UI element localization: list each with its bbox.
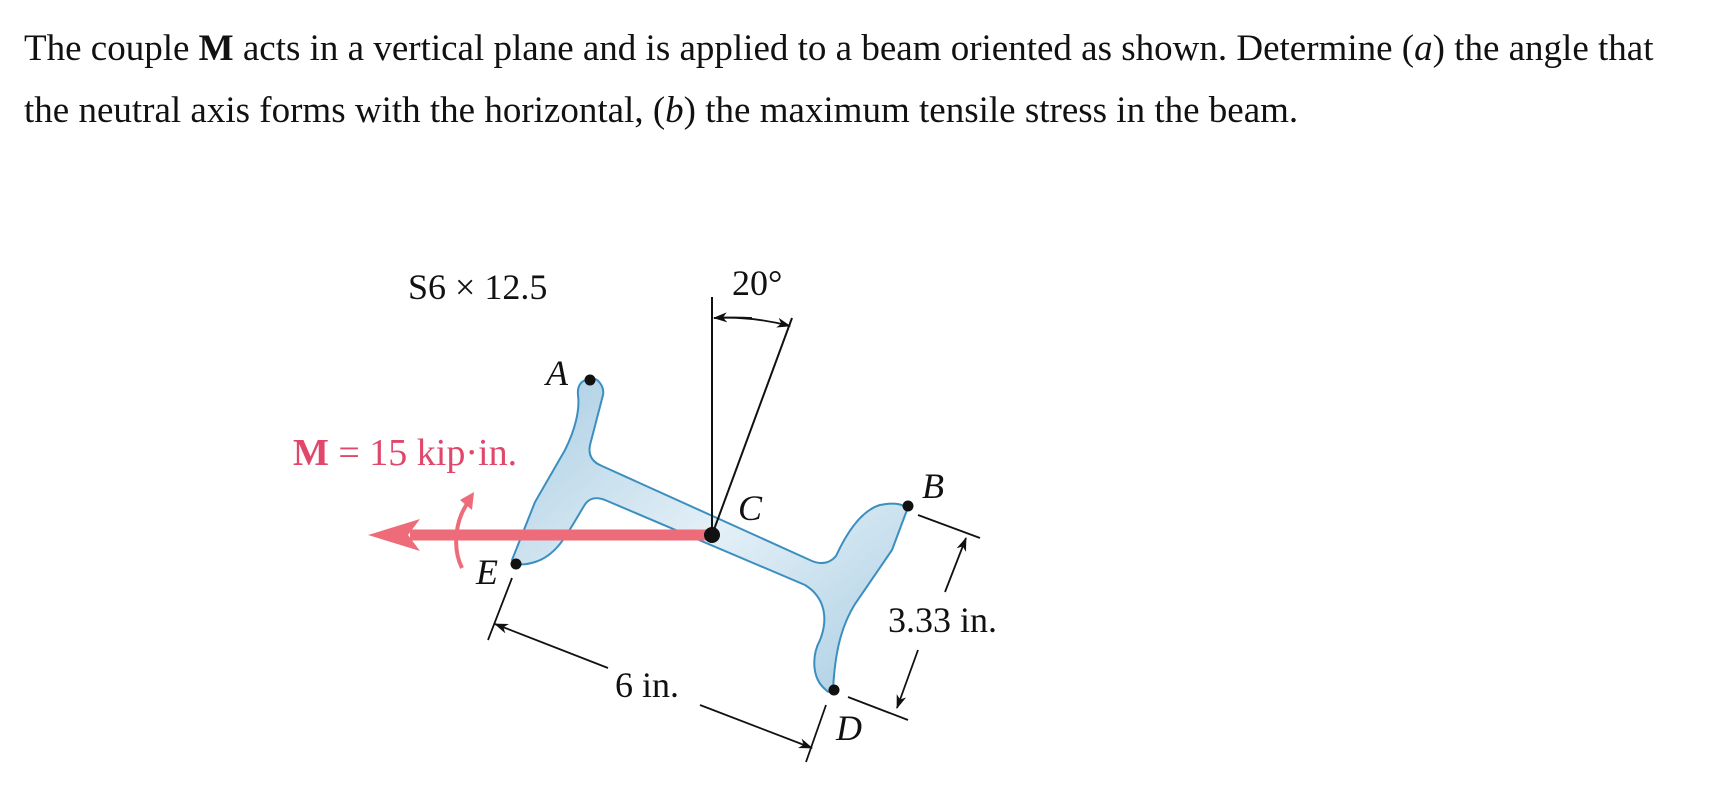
point-a-label: A bbox=[546, 353, 568, 393]
part-a-label: a bbox=[1414, 28, 1433, 69]
dim-6in-line-left bbox=[495, 624, 608, 668]
point-a-dot bbox=[585, 375, 596, 386]
problem-text-4: ) the maximum tensile stress in the beam. bbox=[683, 90, 1299, 131]
point-c-dot bbox=[704, 527, 720, 543]
problem-text-3: ) the angle that the neutral axis forms with the horizontal, ( bbox=[24, 28, 1654, 131]
dim-6in-line-right bbox=[700, 705, 812, 748]
angle-arc-start bbox=[714, 318, 752, 319]
moment-label-symbol: M bbox=[293, 432, 329, 474]
point-e-label: E bbox=[476, 552, 498, 592]
section-label: S6 × 12.5 bbox=[408, 267, 548, 307]
width-dimension-label: 6 in. bbox=[615, 665, 680, 705]
angle-arc bbox=[714, 318, 790, 326]
point-c-label: C bbox=[738, 488, 763, 528]
point-d-dot bbox=[829, 685, 840, 696]
dim-333-line-bottom bbox=[897, 650, 918, 708]
moment-label-value: = 15 kip·in. bbox=[328, 432, 518, 474]
moment-label bbox=[293, 432, 517, 474]
point-b-label: B bbox=[922, 466, 944, 506]
flange-dimension-label: 3.33 in. bbox=[888, 600, 998, 640]
point-d-label: D bbox=[836, 708, 862, 748]
part-b-label: b bbox=[665, 90, 684, 131]
point-b-dot bbox=[903, 501, 914, 512]
problem-text-2: acts in a vertical plane and is applied to a beam oriented as shown. Determine ( bbox=[233, 28, 1415, 69]
moment-symbol: M bbox=[198, 28, 234, 69]
dim-333-extension-top bbox=[918, 515, 980, 538]
dim-6in-extension-right bbox=[806, 705, 826, 762]
point-e-dot bbox=[511, 559, 522, 570]
problem-text-1: The couple bbox=[24, 28, 199, 69]
dim-333-line-top bbox=[945, 538, 966, 592]
angle-label: 20° bbox=[732, 263, 783, 303]
